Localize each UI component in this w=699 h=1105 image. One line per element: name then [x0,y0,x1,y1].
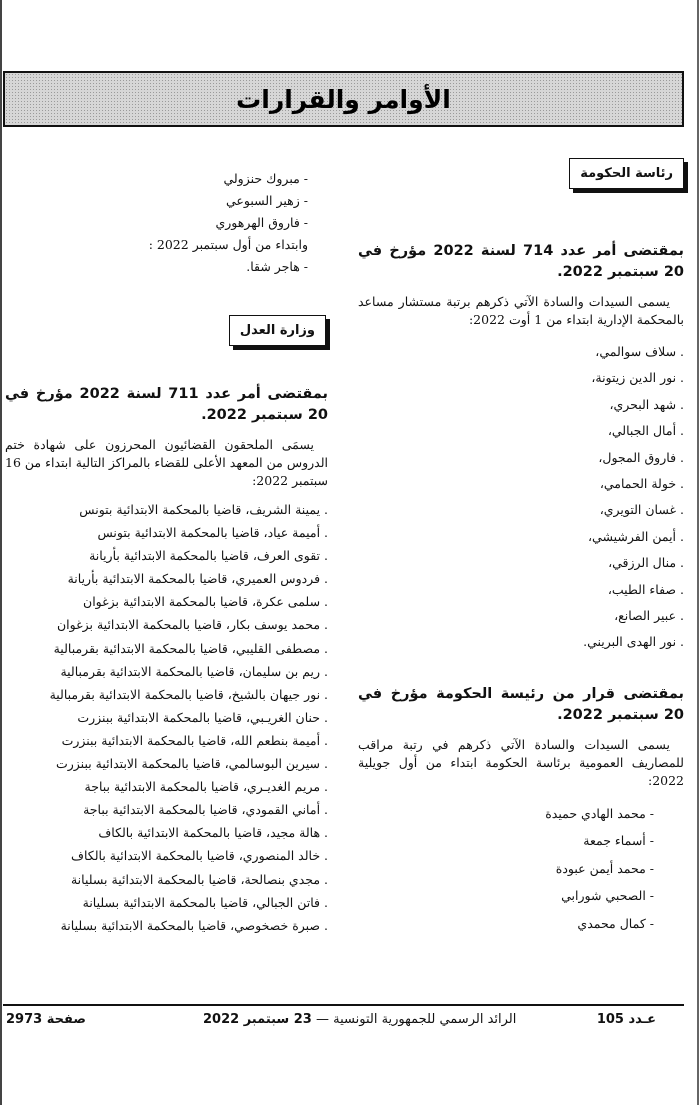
list-item: - كمال محمدي [358,910,654,938]
list-item: . نور جيهان بالشيخ، قاضيا بالمحكمة الابتدائية بقرمبالية [5,683,328,706]
list-item: . سلمى عكرة، قاضيا بالمحكمة الابتدائية بزغوان [5,590,328,613]
page-number: صفحة 2973 [6,1012,86,1027]
list-item: . منال الرزقي، [358,550,684,576]
issue-date: 23 سبتمبر 2022 [203,1012,312,1027]
list-item: . أميمة عياد، قاضيا بالمحكمة الابتدائية بتونس [5,521,328,544]
list-item: . صبرة خصخوصي، قاضيا بالمحكمة الابتدائية بسليانة [5,914,328,937]
list-item: - الصحبي شورابي [358,882,654,910]
list-item: - محمد أيمن عبودة [358,855,654,883]
list-item: - فاروق الهرهوري [5,212,308,234]
footer-rule [3,1004,684,1006]
list-item: - محمد الهادي حميدة [358,800,654,828]
title-banner [3,71,684,127]
list-item: . محمد يوسف بكار، قاضيا بالمحكمة الابتدائية بزغوان [5,613,328,636]
list-item: . حنان الغريـبي، قاضيا بالمحكمة الابتدائية ببنزرت [5,706,328,729]
list-item: . فردوس العميري، قاضيا بالمحكمة الابتدائية بأريانة [5,567,328,590]
decree-714-names [358,339,684,656]
list-item: . فاروق المجول، [358,445,684,471]
list-item: . يمينة الشريف، قاضيا بالمحكمة الابتدائية بتونس [5,498,328,521]
list-item: . نور الهدى البريني. [358,629,684,655]
list-item: . تقوى العرف، قاضيا بالمحكمة الابتدائية بأريانة [5,544,328,567]
decree-711-names [5,498,328,937]
list-item: - مبروك حنزولي [5,168,308,190]
justice-column [5,168,328,937]
list-item: . نور الدين زيتونة، [358,365,684,391]
decree-711-body: يسمَى الملحقون القضائيون المحرزون على شهادة ختم الدروس من المعهد الأعلى للقضاء بالمراكز التالية ابتداء من 16 سبتمبر 2022: [5,437,328,488]
list-item: . غسان التويري، [358,497,684,523]
journal-name: الرائد الرسمي للجمهورية التونسية — [315,1012,517,1027]
issue-number: عـدد 105 [596,1012,656,1027]
section-title-justice: وزارة العدل [229,315,326,346]
list-item: . سيرين البوسالمي، قاضيا بالمحكمة الابتدائية ببنزرت [5,752,328,775]
list-item: . هالة مجيد، قاضيا بالمحكمة الابتدائية بالكاف [5,821,328,844]
list-item: . مجدي بنصالحة، قاضيا بالمحكمة الابتدائية بسليانة [5,868,328,891]
list-item: . سلاف سوالمي، [358,339,684,365]
decision-heading: بمقتضى قرار من رئيسة الحكومة مؤرخ في 20 سبتمبر 2022. [358,685,684,723]
list-item: . أميمة بنطعم الله، قاضيا بالمحكمة الابتدائية ببنزرت [5,729,328,752]
journal-line [203,1012,516,1027]
list-item: . خولة الحمامي، [358,471,684,497]
decision-body: يسمى السيدات والسادة الآتي ذكرهم في رتبة مراقب للمصاريف العمومية برئاسة الحكومة ابتداء من أول جويلية 2022: [358,736,684,788]
list-item: . مصطفى القليبي، قاضيا بالمحكمة الابتدائية بقرمبالية [5,637,328,660]
list-item: . أيمن الفرشيشي، [358,524,684,550]
list-item: - هاجر شقا. [5,256,308,278]
decision-names [358,800,654,938]
decree-714-heading: بمقتضى أمر عدد 714 لسنة 2022 مؤرخ في 20 سبتمبر 2022. [358,243,684,280]
decree-711-heading: بمقتضى أمر عدد 711 لسنة 2022 مؤرخ في 20 سبتمبر 2022. [5,386,328,423]
section-title-government: رئاسة الحكومة [569,158,684,189]
list-item: . مريم الغديـري، قاضيا بالمحكمة الابتدائية بباجة [5,775,328,798]
continuation-from-line: وابتداء من أول سبتمبر 2022 : [148,237,308,252]
list-item: . أماني القمودي، قاضيا بالمحكمة الابتدائية بباجة [5,798,328,821]
list-item: . عبير الصانع، [358,603,684,629]
list-item: . فاتن الجبالي، قاضيا بالمحكمة الابتدائية بسليانة [5,891,328,914]
page-title: الأوامر والقرارات [236,84,451,114]
list-item: - أسماء جمعة [358,827,654,855]
list-item: - زهير السبوعي [5,190,308,212]
list-item: . أمال الجبالي، [358,418,684,444]
page-edge [0,0,2,1105]
continuation-names [5,168,308,234]
government-column [358,158,684,937]
list-item: . صفاء الطيب، [358,577,684,603]
page-footer [3,1012,684,1032]
decree-714-body: يسمى السيدات والسادة الآتي ذكرهم برتبة مستشار مساعد بالمحكمة الإدارية ابتداء من 1 أوت 2022: [358,294,684,327]
list-item: . شهد البحري، [358,392,684,418]
list-item: . خالد المنصوري، قاضيا بالمحكمة الابتدائية بالكاف [5,844,328,867]
list-item: . ريم بن سليمان، قاضيا بالمحكمة الابتدائية بقرمبالية [5,660,328,683]
continuation-names-b [5,256,308,278]
